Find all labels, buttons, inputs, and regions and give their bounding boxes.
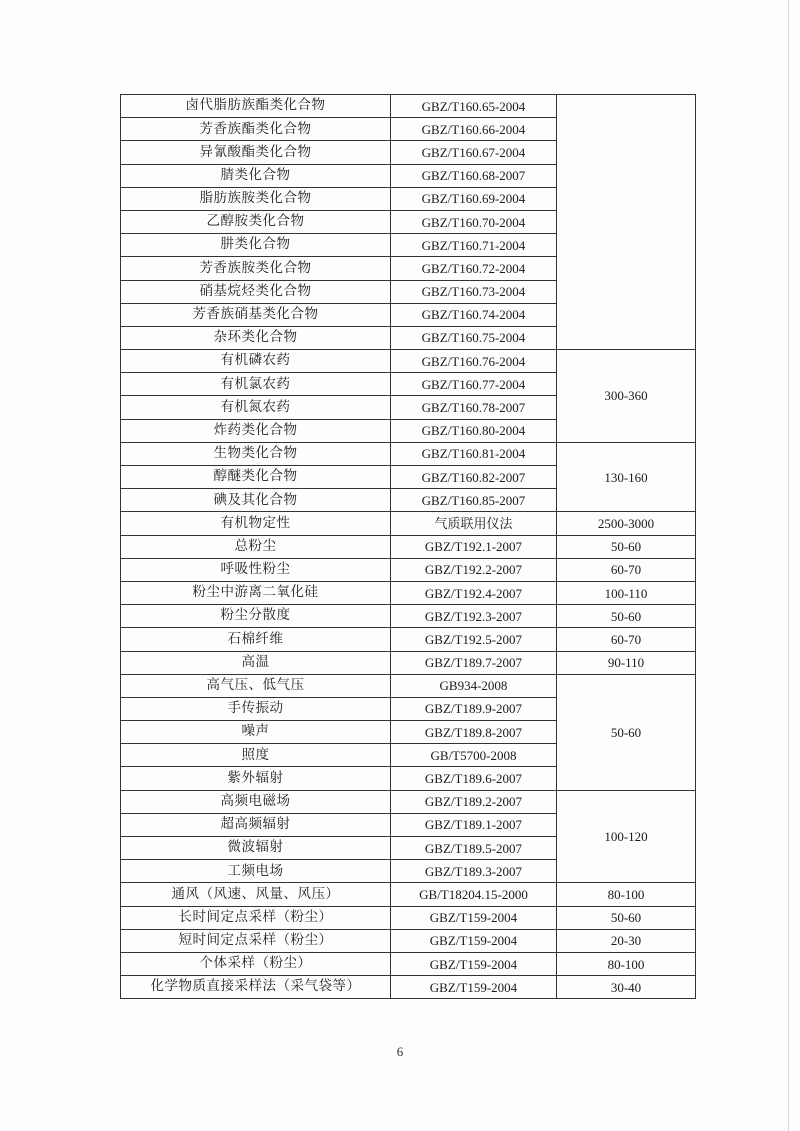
standard-cell: GBZ/T160.67-2004	[391, 141, 557, 164]
price-cell: 50-60	[557, 535, 696, 558]
item-cell: 碘及其化合物	[121, 489, 391, 512]
table-row	[121, 350, 696, 373]
price-cell: 90-110	[557, 651, 696, 674]
item-cell: 通风（风速、风量、风压）	[121, 883, 391, 906]
price-cell: 130-160	[557, 442, 696, 512]
price-cell: 100-110	[557, 581, 696, 604]
item-cell: 微波辐射	[121, 837, 391, 860]
item-cell: 有机磷农药	[121, 350, 391, 373]
item-cell: 生物类化合物	[121, 442, 391, 465]
price-cell: 50-60	[557, 674, 696, 790]
table-row	[121, 581, 696, 604]
standard-cell: GBZ/T160.78-2007	[391, 396, 557, 419]
table-row	[121, 535, 696, 558]
standard-cell: GBZ/T192.5-2007	[391, 628, 557, 651]
price-cell: 50-60	[557, 605, 696, 628]
item-cell: 个体采样（粉尘）	[121, 952, 391, 975]
standard-cell: GBZ/T189.6-2007	[391, 767, 557, 790]
price-cell: 50-60	[557, 906, 696, 929]
standard-cell: GBZ/T192.4-2007	[391, 581, 557, 604]
standard-cell: GBZ/T192.3-2007	[391, 605, 557, 628]
standard-cell: GB934-2008	[391, 674, 557, 697]
item-cell: 腈类化合物	[121, 164, 391, 187]
table-row	[121, 976, 696, 999]
item-cell: 化学物质直接采样法（采气袋等）	[121, 976, 391, 999]
standard-cell: 气质联用仪法	[391, 512, 557, 535]
item-cell: 长时间定点采样（粉尘）	[121, 906, 391, 929]
item-cell: 总粉尘	[121, 535, 391, 558]
table-row	[121, 952, 696, 975]
item-cell: 脂肪族胺类化合物	[121, 187, 391, 210]
item-cell: 手传振动	[121, 697, 391, 720]
standard-cell: GBZ/T160.82-2007	[391, 466, 557, 489]
table-row	[121, 790, 696, 813]
standard-cell: GBZ/T160.65-2004	[391, 95, 557, 118]
table-row	[121, 605, 696, 628]
item-cell: 照度	[121, 744, 391, 767]
table-row	[121, 442, 696, 465]
item-cell: 紫外辐射	[121, 767, 391, 790]
price-cell: 60-70	[557, 628, 696, 651]
page-number: 6	[396, 1044, 404, 1059]
standard-cell: GBZ/T189.3-2007	[391, 860, 557, 883]
standard-cell: GB/T5700-2008	[391, 744, 557, 767]
table-row	[121, 929, 696, 952]
item-cell: 芳香族胺类化合物	[121, 257, 391, 280]
testing-standards-table	[120, 94, 696, 999]
standard-cell: GBZ/T189.9-2007	[391, 697, 557, 720]
price-cell: 100-120	[557, 790, 696, 883]
item-cell: 醇醚类化合物	[121, 466, 391, 489]
item-cell: 噪声	[121, 721, 391, 744]
item-cell: 粉尘中游离二氧化硅	[121, 581, 391, 604]
price-cell: 2500-3000	[557, 512, 696, 535]
price-cell	[557, 95, 696, 350]
price-cell: 80-100	[557, 952, 696, 975]
standard-cell: GBZ/T160.80-2004	[391, 419, 557, 442]
standard-cell: GBZ/T160.70-2004	[391, 210, 557, 233]
standard-cell: GBZ/T160.85-2007	[391, 489, 557, 512]
standard-cell: GBZ/T189.7-2007	[391, 651, 557, 674]
item-cell: 粉尘分散度	[121, 605, 391, 628]
price-cell: 60-70	[557, 558, 696, 581]
table-row	[121, 674, 696, 697]
item-cell: 肼类化合物	[121, 234, 391, 257]
standard-cell: GBZ/T160.69-2004	[391, 187, 557, 210]
item-cell: 硝基烷烃类化合物	[121, 280, 391, 303]
item-cell: 芳香族酯类化合物	[121, 118, 391, 141]
standard-cell: GBZ/T159-2004	[391, 906, 557, 929]
price-cell: 30-40	[557, 976, 696, 999]
standard-cell: GBZ/T160.73-2004	[391, 280, 557, 303]
standard-cell: GBZ/T159-2004	[391, 929, 557, 952]
standard-cell: GBZ/T189.1-2007	[391, 813, 557, 836]
table-row	[121, 906, 696, 929]
table-row	[121, 558, 696, 581]
item-cell: 炸药类化合物	[121, 419, 391, 442]
standard-cell: GBZ/T160.81-2004	[391, 442, 557, 465]
item-cell: 高气压、低气压	[121, 674, 391, 697]
standard-cell: GBZ/T159-2004	[391, 952, 557, 975]
standard-cell: GBZ/T160.72-2004	[391, 257, 557, 280]
price-cell: 20-30	[557, 929, 696, 952]
item-cell: 高频电磁场	[121, 790, 391, 813]
item-cell: 高温	[121, 651, 391, 674]
scan-edge-line	[788, 0, 789, 1131]
standard-cell: GBZ/T192.1-2007	[391, 535, 557, 558]
table-row	[121, 95, 696, 118]
standard-cell: GB/T18204.15-2000	[391, 883, 557, 906]
item-cell: 乙醇胺类化合物	[121, 210, 391, 233]
item-cell: 有机氯农药	[121, 373, 391, 396]
table-row	[121, 883, 696, 906]
price-cell: 80-100	[557, 883, 696, 906]
standard-cell: GBZ/T189.2-2007	[391, 790, 557, 813]
standard-cell: GBZ/T189.5-2007	[391, 837, 557, 860]
standard-cell: GBZ/T189.8-2007	[391, 721, 557, 744]
item-cell: 有机物定性	[121, 512, 391, 535]
standard-cell: GBZ/T160.71-2004	[391, 234, 557, 257]
item-cell: 超高频辐射	[121, 813, 391, 836]
table-row	[121, 651, 696, 674]
item-cell: 有机氮农药	[121, 396, 391, 419]
item-cell: 石棉纤维	[121, 628, 391, 651]
item-cell: 工频电场	[121, 860, 391, 883]
item-cell: 短时间定点采样（粉尘）	[121, 929, 391, 952]
table-row	[121, 512, 696, 535]
standard-cell: GBZ/T160.76-2004	[391, 350, 557, 373]
standard-cell: GBZ/T160.75-2004	[391, 326, 557, 349]
standard-cell: GBZ/T160.66-2004	[391, 118, 557, 141]
item-cell: 异氰酸酯类化合物	[121, 141, 391, 164]
item-cell: 芳香族硝基类化合物	[121, 303, 391, 326]
standard-cell: GBZ/T160.74-2004	[391, 303, 557, 326]
item-cell: 杂环类化合物	[121, 326, 391, 349]
standard-cell: GBZ/T160.77-2004	[391, 373, 557, 396]
table-row	[121, 628, 696, 651]
standard-cell: GBZ/T192.2-2007	[391, 558, 557, 581]
price-cell: 300-360	[557, 350, 696, 443]
item-cell: 卤代脂肪族酯类化合物	[121, 95, 391, 118]
standard-cell: GBZ/T160.68-2007	[391, 164, 557, 187]
item-cell: 呼吸性粉尘	[121, 558, 391, 581]
standard-cell: GBZ/T159-2004	[391, 976, 557, 999]
